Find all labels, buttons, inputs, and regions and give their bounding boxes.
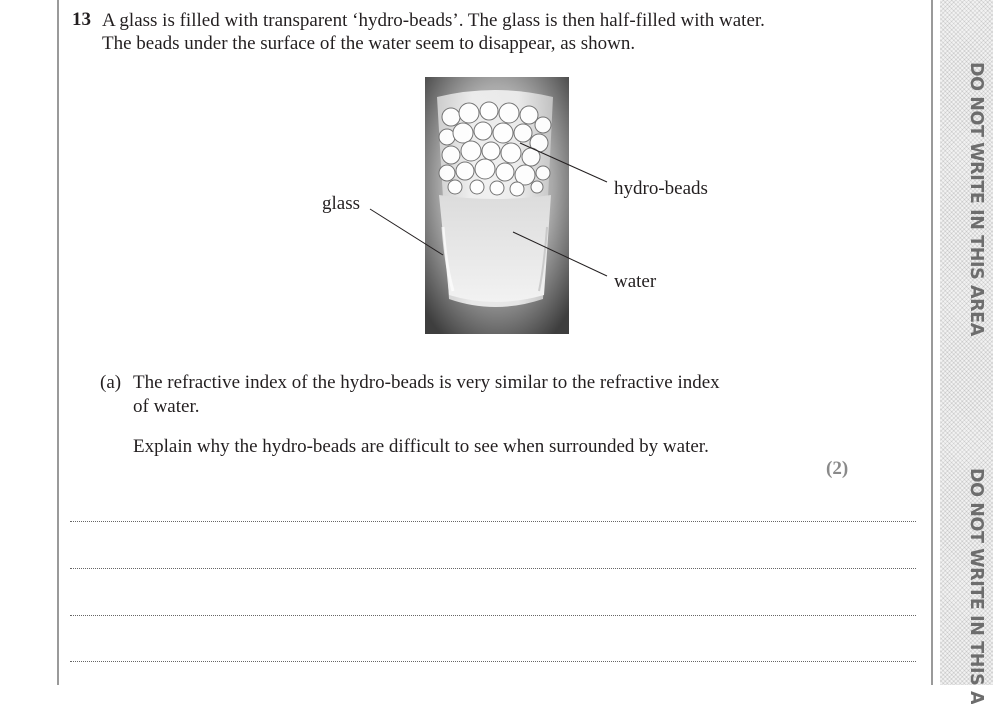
margin-warning-text-cut: DO NOT WRITE IN THIS A	[966, 468, 986, 704]
marks-badge: (2)	[826, 458, 849, 479]
margin-warning-text: DO NOT WRITE IN THIS AREA	[966, 62, 986, 336]
part-a-line-2: of water.	[133, 396, 200, 417]
answer-line-3[interactable]	[70, 615, 916, 616]
part-a-line-1: The refractive index of the hydro-beads is very similar to the refractive index	[133, 372, 720, 393]
label-water: water	[614, 271, 657, 292]
part-a-instruction: Explain why the hydro-beads are difficult to see when surrounded by water.	[133, 436, 709, 457]
part-a-label: (a)	[100, 372, 122, 393]
question-intro-line-2: The beads under the surface of the water seem to disappear, as shown.	[102, 33, 636, 54]
answer-line-1[interactable]	[70, 521, 916, 522]
label-glass: glass	[322, 193, 360, 214]
question-intro-line-1: A glass is filled with transparent ‘hydro-beads’. The glass is then half-filled with water.	[102, 10, 765, 31]
label-hydro-beads: hydro-beads	[614, 178, 708, 199]
question-number: 13	[72, 9, 91, 30]
answer-line-2[interactable]	[70, 568, 916, 569]
answer-line-4[interactable]	[70, 661, 916, 662]
